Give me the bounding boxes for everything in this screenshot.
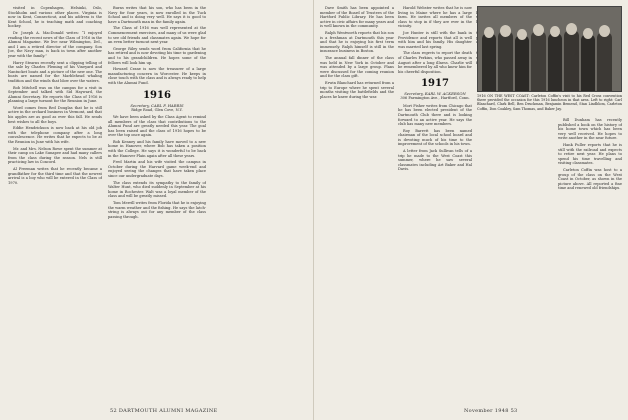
class-heading-1917: 1917 [421,78,449,90]
paragraph: Al Freeman writes that he recently became a grandfather for the third time and that the newest arrival is a boy who will be entered in the Class of 1970. [8,167,102,185]
secretary-1917: Secretary, EARL W. ACKERSON [404,91,466,97]
left-column-3 [212,6,306,404]
paragraph: Harry Stearns recently sent a clipping telling of the sale by Charles Fleming of his Vineyard and Nantucket boats and a picture of the new one. The boats are named for the Marblehead whaling tradition and the winds that blow over the waters. [8,60,102,83]
paragraph: The Class of 1916 was well represented at the Commencement exercises, and many of us were glad to see old friends and classmates again. We hope for an even better turnout next year. [108,26,206,45]
paragraph: The class regrets to report the death of Charles Perkins, who passed away in August after a long illness. Charlie will be remembered by all who knew him for his cheerful disposition. [398,51,472,74]
class-heading-1916: 1916 [143,89,171,101]
right-column-4 [558,118,622,404]
paragraph: Joe Hunter is still with the bank in Providence and reports that all is well with him and his family. His daughter was married last spring. [398,30,472,49]
paragraph: Mr. and Mrs. Nelson Rowe spent the summer at their camp on Lake Sunapee and had many callers from the class during the season. Nels is still practicing law in Concord. [8,146,102,165]
right-column-2 [398,6,472,404]
class-photo [477,6,622,92]
paragraph: Harold Webster writes that he is now living in Maine where he has a large farm. He invites all members of the class to stop in if they are ever in the vicinity. [398,6,472,29]
paragraph: Erwin Blanchard has returned from a trip to Europe where he spent several months visiting the battlefields and the places he knew during the war. [320,80,394,99]
paragraph: Dr. Joseph A. MacDonald writes: “I enjoyed reading the recent news of the Class of 1916 in the Alumni Magazine. We live near Wilmington, Del., and I am a retired director of the company. Son Joe, the Navy man, is back in town after another year with the family.” [8,30,102,58]
paragraph: The class extends its sympathy to the family of Walter Hunt, who died suddenly in September at his home in Rochester. Walt was a loyal member of the class and will be greatly missed. [108,180,206,199]
address-1917: 306 Farmington Ave., Hartford, Conn. [400,96,470,101]
paragraph: Bob Kenney and his family have moved to a new home in Hanover, where Bob has taken a position with the College. He says it is wonderful to be back in the Hanover Plain again after all these years. [108,139,206,158]
paragraph: Howard Crane is now the treasurer of a large manufacturing concern in Worcester. He keeps in close touch with the class and is always ready to help with the Alumni Fund. [108,67,206,85]
paragraph: Fred Martin and his wife visited the campus in October during the Harvard game week-end and enjoyed seeing the changes that have taken place since our undergraduate days. [108,160,206,179]
paragraph: George Riley sends word from California that he has retired and is now devoting his time to gardening and to his grandchildren. He hopes some of the fellows will look him up. [108,46,206,65]
left-column-2 [108,6,206,404]
paragraph: Ralph Wentworth reports that his son is a freshman at Dartmouth this year and that he is enjoying his first term immensely. Ralph himself is still in the insurance business in Boston. [320,30,394,54]
paragraph: The annual fall dinner of the class was held in New York in October and was attended by a large group. Plans were discussed for the coming reunion and for the class gift. [320,55,394,79]
paragraph: visited in Copenhagen, Helsinki, Oslo, Stockholm and various other places. Virginia is now in Kent, Connecticut, and his address is the Kent School, he is teaching math and coaching hockey. [8,6,102,29]
paragraph: Roy Barrett has been named chairman of the local school board and is devoting much of his time to the improvement of the schools in his town. [398,128,472,147]
address-1916: Ridge Road, Glen Cove, N.Y. [131,107,183,112]
page-footer-right: November 1948 53 [464,408,518,414]
paragraph: We have been asked by the Class Agent to remind all members of the class that contributions to the Alumni Fund are greatly needed this year. The goal has been raised and the class of 1916 hopes to be over the top once again. [108,114,206,138]
paragraph: Bill Dunham has recently published a book on the history of his home town which has been very well received. He hopes to write another in the near future. [558,118,622,141]
paragraph: Bob Mitchell was on the campus for a visit in September and talked with Sid Hayward, the Alumni Secretary. He reports the Class of 1916 is planning a large turnout for the Reunion in June. [8,85,102,104]
secretary-1916: Secretary, CARL F. HARRIS [130,102,184,108]
right-column-1 [320,6,394,404]
paragraph: Word comes from Red Douglas that he is still active in the orchard business in Vermont, and that his apples are as good as ever this fall. He sends best wishes to all the boys. [8,105,102,124]
page-footer-left: 52 DARTMOUTH ALUMNI MAGAZINE [110,408,218,414]
paragraph: Eddie Hendrickson is now back at his old job with the telephone company after a long convalescence. He writes that he expects to be at the Reunion in June with his wife. [8,126,102,145]
paragraph: Tom Merrill writes from Florida that he is enjoying the warm weather and the fishing. He says the latch-string is always out for any member of the class passing through. [108,201,206,219]
paragraph: Burns writes that his son, who has been in the Navy for four years, is now enrolled in the Tuck School and is doing very well. He says it is good to have a Dartmouth man in the family again. [108,6,206,24]
paragraph: Mort Fisher writes from Chicago that he has been elected president of the Dartmouth Club there and is looking forward to an active year. He says the club has many new members. [398,103,472,127]
paragraph: Carleton Coffin was host to a group of the class on the West Coast in October, as shown in the picture above. All reported a fine time and renewed old friendships. [558,167,622,191]
paragraph: Dave Smith has been appointed a member of the Board of Trustees of the Hartford Public Library. He has been active in civic affairs for many years and is well known in the community. [320,6,394,29]
paragraph: A letter from Jack Sullivan tells of a trip he made to the West Coast this summer, where he saw several classmates including Art Baker and Hal Davis. [398,149,472,172]
paragraph: Hank Fuller reports that he is still with the railroad and expects to retire next year. He plans to spend his time travelling and visiting classmates. [558,142,622,166]
photo-caption: 1916 ON THE WEST COAST: Carleton Coffin's visit to his Red Cross convention there provided the occasion for this 1916 luncheon in that area. Left to right: Carl Blanchard, Clark Bell, Ben Druckman, Benjamin Bemend, Stan Lindblom, Carleton Coffin, Don Coakley, Sam Thomas, and Baker Jay. [477,94,622,111]
left-column-1 [8,6,102,404]
